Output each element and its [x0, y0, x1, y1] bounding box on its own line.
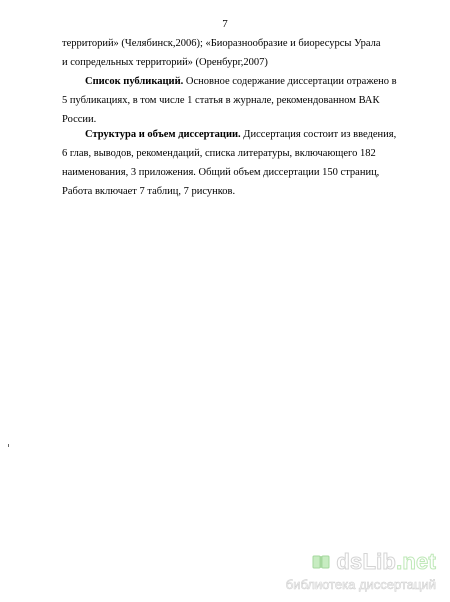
- text-line: и сопредельных территорий» (Оренбург,2007): [62, 57, 268, 68]
- watermark-logo-suffix: .net: [396, 549, 436, 574]
- watermark-logo-main: dsLib: [336, 549, 397, 574]
- text-fragment: Диссертация состоит из введения,: [240, 129, 397, 140]
- watermark: [256, 549, 436, 592]
- text-line: Работа включает 7 таблиц, 7 рисунков.: [62, 186, 236, 197]
- text-fragment: Основное содержание диссертации отражено в: [183, 76, 397, 87]
- watermark-logo: [336, 549, 436, 575]
- paragraph-conferences: [62, 34, 418, 72]
- text-line: наименования, 3 приложения. Общий объем диссертации 150 страниц,: [62, 167, 380, 178]
- section-heading: Список публикаций.: [85, 76, 184, 87]
- text-line: 6 глав, выводов, рекомендаций, списка литературы, включающего 182: [62, 148, 376, 159]
- book-icon: [312, 553, 330, 571]
- page-number: 7: [222, 18, 228, 30]
- paragraph-structure: [62, 125, 418, 201]
- section-heading: Структура и объем диссертации.: [85, 129, 241, 140]
- scan-artifact: [8, 444, 9, 447]
- paragraph-publications: [62, 72, 418, 129]
- text-line: [62, 125, 418, 144]
- text-line: 5 публикациях, в том числе 1 статья в журнале, рекомендованном ВАК: [62, 95, 380, 106]
- text-line: [62, 72, 418, 91]
- text-line: России.: [62, 114, 97, 125]
- watermark-caption: библиотека диссертаций: [285, 577, 436, 592]
- text-line: территорий» (Челябинск,2006); «Биоразнообразие и биоресурсы Урала: [62, 38, 381, 49]
